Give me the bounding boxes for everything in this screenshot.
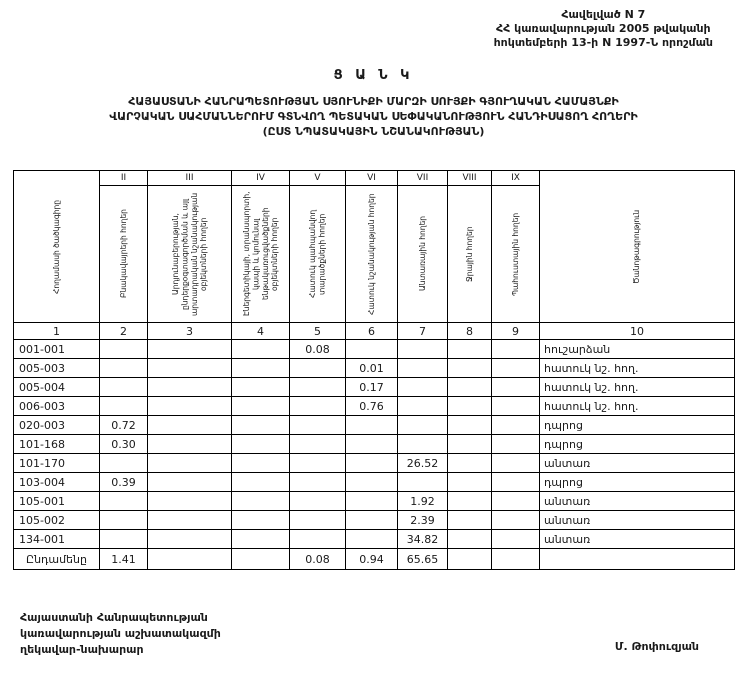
total-value: 0.94 bbox=[346, 549, 398, 570]
note-cell: հատուկ նշ. հող. bbox=[540, 359, 735, 378]
total-value: 0.08 bbox=[290, 549, 346, 570]
value-cell bbox=[100, 454, 148, 473]
value-cell bbox=[148, 359, 232, 378]
value-cell bbox=[148, 340, 232, 359]
value-cell: 0.76 bbox=[346, 397, 398, 416]
value-cell: 0.30 bbox=[100, 435, 148, 454]
office-line-3: ղեկավար-նախարար bbox=[20, 642, 144, 656]
value-cell bbox=[232, 511, 290, 530]
value-cell bbox=[346, 473, 398, 492]
value-cell: 1.92 bbox=[398, 492, 448, 511]
note-cell: անտառ bbox=[540, 530, 735, 549]
note-cell: դպրոց bbox=[540, 473, 735, 492]
roman-numeral: II bbox=[100, 171, 147, 186]
note-cell: հատուկ նշ. հող. bbox=[540, 397, 735, 416]
parcel-code-cell: 101-168 bbox=[14, 435, 100, 454]
table-row bbox=[14, 416, 735, 435]
signatory-office-block bbox=[20, 610, 221, 658]
appendix-line-2: ՀՀ կառավարության 2005 թվականի bbox=[496, 21, 711, 35]
col-number: 8 bbox=[448, 323, 492, 340]
appendix-reference bbox=[494, 8, 713, 49]
value-cell bbox=[290, 511, 346, 530]
appendix-line-3: հոկտեմբերի 13-ի N 1997-Ն որոշման bbox=[493, 35, 713, 49]
table-row bbox=[14, 378, 735, 397]
parcel-code-cell: 101-170 bbox=[14, 454, 100, 473]
value-cell bbox=[100, 492, 148, 511]
value-cell bbox=[492, 340, 540, 359]
roman-numeral: IX bbox=[492, 171, 539, 186]
roman-numeral: III bbox=[148, 171, 231, 186]
col-header-reserve-lands bbox=[492, 171, 540, 323]
col-header-industrial-lands bbox=[148, 171, 232, 323]
note-cell: հատուկ նշ. հող. bbox=[540, 378, 735, 397]
table-row bbox=[14, 397, 735, 416]
value-cell bbox=[290, 416, 346, 435]
value-cell bbox=[448, 397, 492, 416]
col-header-parcel-code bbox=[14, 171, 100, 323]
value-cell bbox=[492, 359, 540, 378]
roman-numeral: V bbox=[290, 171, 345, 186]
parcel-code-cell: 006-003 bbox=[14, 397, 100, 416]
col-header-label: Հատուկ նշանակության հողեր bbox=[366, 193, 376, 315]
value-cell bbox=[398, 435, 448, 454]
table-row bbox=[14, 473, 735, 492]
col-header-label: Արդյունաբերության, ընդերքօգտագործման և այլ արտադրական նշանակության օբյեկտների հողեր bbox=[170, 192, 208, 316]
value-cell bbox=[448, 416, 492, 435]
value-cell bbox=[448, 530, 492, 549]
note-cell: անտառ bbox=[540, 511, 735, 530]
col-header-infrastructure-lands bbox=[232, 171, 290, 323]
value-cell bbox=[232, 454, 290, 473]
value-cell: 2.39 bbox=[398, 511, 448, 530]
total-row bbox=[14, 549, 735, 570]
value-cell bbox=[232, 359, 290, 378]
value-cell bbox=[398, 359, 448, 378]
value-cell bbox=[290, 435, 346, 454]
value-cell bbox=[346, 530, 398, 549]
value-cell bbox=[290, 473, 346, 492]
table-row bbox=[14, 340, 735, 359]
value-cell bbox=[448, 454, 492, 473]
land-parcels-table bbox=[13, 170, 735, 570]
value-cell: 0.17 bbox=[346, 378, 398, 397]
value-cell bbox=[346, 511, 398, 530]
value-cell bbox=[398, 340, 448, 359]
value-cell bbox=[492, 530, 540, 549]
total-note bbox=[540, 549, 735, 570]
value-cell bbox=[290, 397, 346, 416]
total-value bbox=[492, 549, 540, 570]
table-row bbox=[14, 530, 735, 549]
col-number: 6 bbox=[346, 323, 398, 340]
value-cell bbox=[492, 435, 540, 454]
col-header-label: Էներգետիկայի, տրանսպորտի, կապի և կոմունալ ենթակառուցվածքների օբյեկտների հողեր bbox=[241, 191, 279, 317]
value-cell bbox=[492, 454, 540, 473]
parcel-code-cell: 105-002 bbox=[14, 511, 100, 530]
office-line-2: կառավարության աշխատակազմի bbox=[20, 626, 221, 640]
col-header-label: Ջրային հողեր bbox=[464, 226, 474, 282]
col-header-label: Հատուկ պահպանվող տարածքների հողեր bbox=[308, 209, 327, 299]
value-cell bbox=[290, 454, 346, 473]
document-subtitle-1: ՀԱՅԱՍՏԱՆԻ ՀԱՆՐԱՊԵՏՈՒԹՅԱՆ ՍՅՈՒՆԻՔԻ ՄԱՐԶԻ ՍՈՒՅՔԻ ԳՅՈՒՂԱԿԱՆ ՀԱՄԱՅՆՔԻ bbox=[128, 95, 619, 108]
col-header-forest-lands bbox=[398, 171, 448, 323]
note-cell: անտառ bbox=[540, 454, 735, 473]
value-cell bbox=[398, 416, 448, 435]
value-cell bbox=[148, 378, 232, 397]
value-cell bbox=[100, 511, 148, 530]
document-title: Ց Ա Ն Կ bbox=[333, 68, 414, 83]
value-cell bbox=[398, 397, 448, 416]
value-cell: 0.39 bbox=[100, 473, 148, 492]
total-label: Ընդամենը bbox=[14, 549, 100, 570]
value-cell: 0.08 bbox=[290, 340, 346, 359]
table-row bbox=[14, 359, 735, 378]
value-cell bbox=[100, 378, 148, 397]
office-line-1: Հայաստանի Հանրապետության bbox=[20, 611, 208, 624]
land-parcels-table-wrapper bbox=[13, 170, 735, 570]
col-number: 4 bbox=[232, 323, 290, 340]
value-cell bbox=[232, 397, 290, 416]
value-cell bbox=[148, 473, 232, 492]
value-cell bbox=[232, 378, 290, 397]
note-cell: հուշարձան bbox=[540, 340, 735, 359]
parcel-code-cell: 001-001 bbox=[14, 340, 100, 359]
col-header-water-lands bbox=[448, 171, 492, 323]
value-cell bbox=[346, 416, 398, 435]
table-body bbox=[14, 340, 735, 549]
document-subtitle-2: ՎԱՐՉԱԿԱՆ ՍԱՀՄԱՆՆԵՐՈՒՄ ԳՏՆՎՈՂ ՊԵՏԱԿԱՆ ՍԵՓԱԿԱՆՈՒԹՅՈՒՆ ՀԱՆԴԻՍԱՑՈՂ ՀՈՂԵՐԻ bbox=[109, 109, 638, 123]
value-cell bbox=[448, 435, 492, 454]
value-cell: 0.01 bbox=[346, 359, 398, 378]
value-cell bbox=[148, 435, 232, 454]
col-header-label: Պահուստային հողեր bbox=[510, 212, 520, 296]
col-number: 2 bbox=[100, 323, 148, 340]
value-cell bbox=[232, 340, 290, 359]
value-cell bbox=[290, 378, 346, 397]
total-value bbox=[232, 549, 290, 570]
value-cell bbox=[448, 511, 492, 530]
value-cell bbox=[290, 530, 346, 549]
value-cell bbox=[232, 416, 290, 435]
col-header-special-lands bbox=[346, 171, 398, 323]
col-number: 7 bbox=[398, 323, 448, 340]
parcel-code-cell: 005-003 bbox=[14, 359, 100, 378]
value-cell bbox=[492, 511, 540, 530]
table-row bbox=[14, 511, 735, 530]
parcel-code-cell: 103-004 bbox=[14, 473, 100, 492]
roman-numeral: VIII bbox=[448, 171, 491, 186]
value-cell bbox=[492, 416, 540, 435]
total-value bbox=[448, 549, 492, 570]
col-number: 5 bbox=[290, 323, 346, 340]
document-subtitle-3: (ԸՍՏ ՆՊԱՏԱԿԱՅԻՆ ՆՇԱՆԱԿՈՒԹՅԱՆ) bbox=[262, 124, 485, 138]
col-number: 10 bbox=[540, 323, 735, 340]
value-cell bbox=[148, 511, 232, 530]
col-header-label: Անտառային հողեր bbox=[417, 216, 427, 292]
parcel-code-cell: 134-001 bbox=[14, 530, 100, 549]
col-header-protected-lands bbox=[290, 171, 346, 323]
value-cell bbox=[100, 340, 148, 359]
total-value: 65.65 bbox=[398, 549, 448, 570]
value-cell bbox=[148, 416, 232, 435]
total-value: 1.41 bbox=[100, 549, 148, 570]
col-number: 3 bbox=[148, 323, 232, 340]
value-cell bbox=[398, 378, 448, 397]
value-cell bbox=[346, 435, 398, 454]
column-number-row bbox=[14, 323, 735, 340]
value-cell bbox=[232, 530, 290, 549]
col-header-label: Հողամասի ծածկագիրը bbox=[51, 199, 61, 294]
value-cell bbox=[148, 454, 232, 473]
note-cell: դպրոց bbox=[540, 416, 735, 435]
value-cell: 0.72 bbox=[100, 416, 148, 435]
value-cell bbox=[346, 340, 398, 359]
header-row bbox=[14, 171, 735, 323]
parcel-code-cell: 105-001 bbox=[14, 492, 100, 511]
value-cell bbox=[448, 340, 492, 359]
note-cell: անտառ bbox=[540, 492, 735, 511]
col-header-settlement-lands bbox=[100, 171, 148, 323]
value-cell bbox=[448, 378, 492, 397]
appendix-line-1: Հավելված N 7 bbox=[561, 8, 646, 21]
parcel-code-cell: 020-003 bbox=[14, 416, 100, 435]
value-cell bbox=[346, 492, 398, 511]
value-cell bbox=[492, 397, 540, 416]
value-cell: 34.82 bbox=[398, 530, 448, 549]
value-cell bbox=[398, 473, 448, 492]
value-cell bbox=[346, 454, 398, 473]
table-row bbox=[14, 492, 735, 511]
value-cell bbox=[100, 359, 148, 378]
value-cell bbox=[448, 473, 492, 492]
value-cell bbox=[492, 378, 540, 397]
value-cell bbox=[290, 359, 346, 378]
col-header-note bbox=[540, 171, 735, 323]
table-row bbox=[14, 454, 735, 473]
roman-numeral: IV bbox=[232, 171, 289, 186]
total-value bbox=[148, 549, 232, 570]
note-cell: դպրոց bbox=[540, 435, 735, 454]
value-cell bbox=[232, 435, 290, 454]
value-cell bbox=[148, 397, 232, 416]
col-number: 1 bbox=[14, 323, 100, 340]
value-cell bbox=[492, 473, 540, 492]
col-number: 9 bbox=[492, 323, 540, 340]
col-header-label: Բնակավայրերի հողեր bbox=[118, 209, 128, 299]
col-header-label: Ծանոթագրություն bbox=[632, 209, 642, 284]
value-cell bbox=[290, 492, 346, 511]
parcel-code-cell: 005-004 bbox=[14, 378, 100, 397]
value-cell bbox=[448, 359, 492, 378]
value-cell bbox=[100, 397, 148, 416]
roman-numeral: VI bbox=[346, 171, 397, 186]
signatory-name: Մ. Թոփուզյան bbox=[614, 640, 699, 653]
value-cell bbox=[448, 492, 492, 511]
table-row bbox=[14, 435, 735, 454]
value-cell: 26.52 bbox=[398, 454, 448, 473]
value-cell bbox=[148, 530, 232, 549]
value-cell bbox=[148, 492, 232, 511]
value-cell bbox=[232, 473, 290, 492]
value-cell bbox=[492, 492, 540, 511]
value-cell bbox=[232, 492, 290, 511]
title-block bbox=[0, 68, 747, 140]
roman-numeral: VII bbox=[398, 171, 447, 186]
value-cell bbox=[100, 530, 148, 549]
